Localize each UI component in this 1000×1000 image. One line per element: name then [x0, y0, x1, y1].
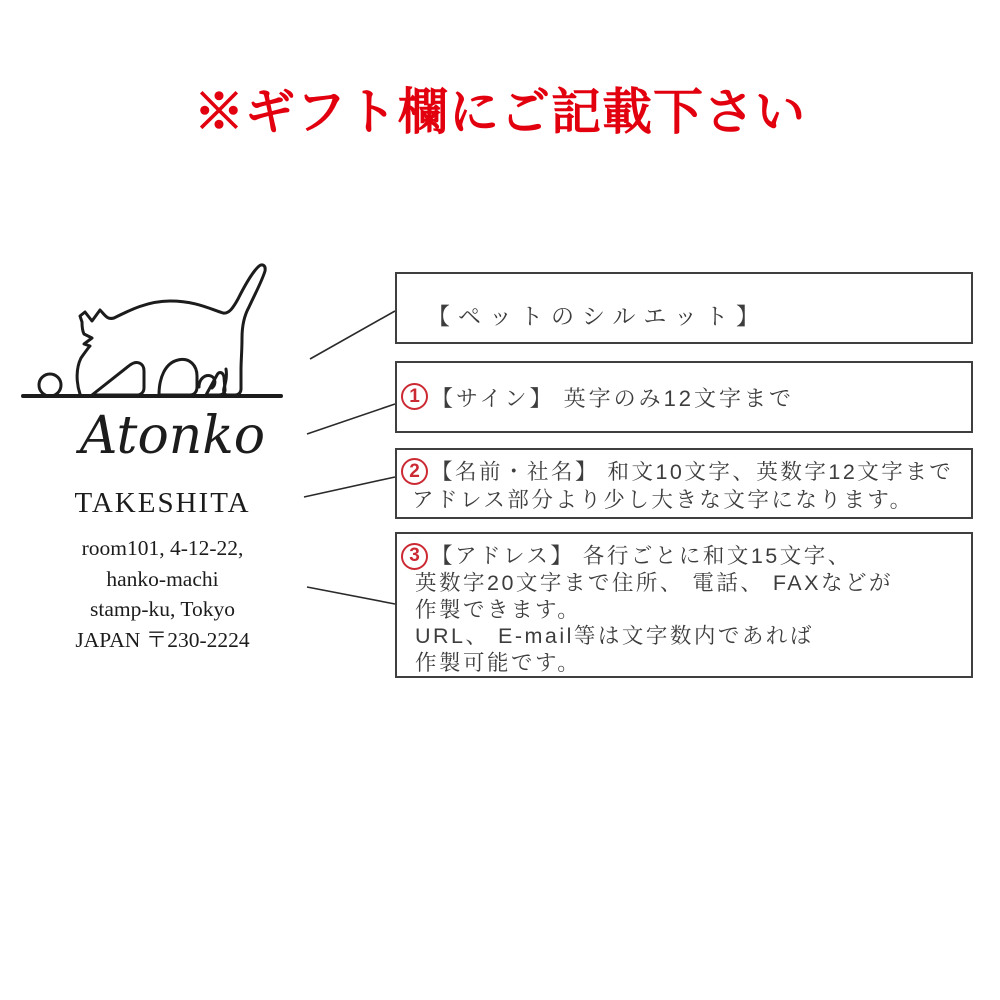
callout-address-line-4: URL、 E-mail等は文字数内であれば: [415, 624, 814, 648]
callout-pet-text: 【ペットのシルエット】: [427, 303, 767, 329]
address-line-1: room101, 4-12-22,: [81, 536, 244, 560]
callout-pet-silhouette: [395, 272, 973, 344]
callout-address-line-2: 英数字20文字まで住所、 電話、 FAXなどが: [415, 571, 893, 595]
sample-address-block: [10, 533, 315, 655]
callout-sign: [395, 361, 973, 433]
callout-address-line-5: 作製可能です。: [415, 650, 582, 675]
callout-sign-text: 【サイン】 英字のみ12文字まで: [431, 386, 795, 411]
gift-field-notice-heading: ※ギフト欄にご記載下さい: [194, 84, 806, 140]
callout-name-line-1: 【名前・社名】 和文10文字、英数字12文字まで: [431, 460, 954, 484]
ball-icon: [39, 374, 61, 396]
address-line-2: hanko-machi: [106, 566, 219, 591]
leader-line-pet: [310, 311, 395, 359]
callout-address: [395, 532, 973, 678]
address-line-3: stamp-ku, Tokyo: [89, 597, 235, 621]
sample-signature: Atonko: [79, 406, 266, 466]
leader-line-name: [304, 477, 395, 497]
leader-line-address: [307, 587, 395, 604]
sample-family-name: TAKESHITA: [74, 487, 251, 519]
callout-name-company: [395, 448, 973, 519]
callout-address-line-1: 【アドレス】 各行ごとに和文15文字、: [431, 544, 852, 568]
callout-name-line-2: アドレス部分より少し大きな文字になります。: [412, 488, 914, 512]
callout-address-line-3: 作製できます。: [415, 597, 582, 622]
number-3-circle-icon: 3: [401, 543, 428, 570]
front-leg-shape: [92, 363, 144, 395]
number-2-circle-icon: 2: [401, 458, 428, 485]
cat-outline: [77, 265, 265, 395]
belly-hump-shape: [159, 359, 197, 395]
cat-line-art: [18, 256, 290, 406]
address-line-4: JAPAN 〒230-2224: [75, 627, 250, 652]
cat-silhouette-icon: [18, 256, 290, 406]
leader-line-sign: [307, 404, 395, 434]
number-1-circle-icon: 1: [401, 383, 428, 410]
